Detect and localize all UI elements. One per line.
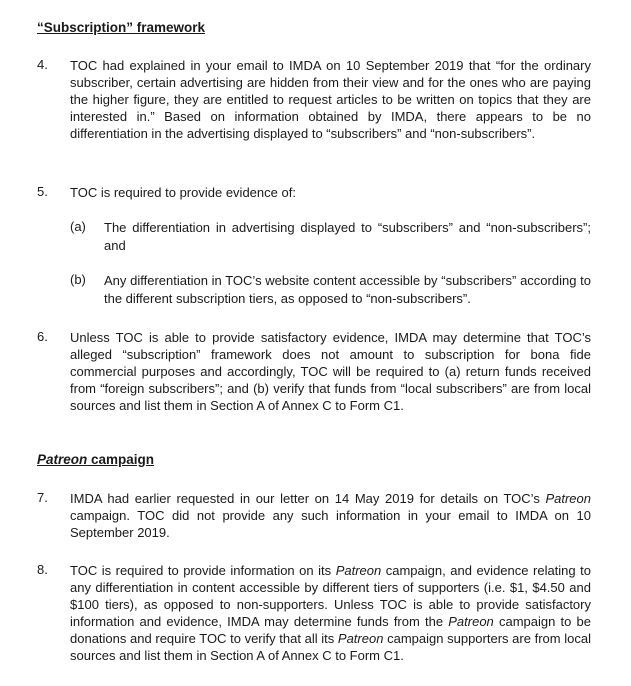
sub-item-label-a: (a) (70, 219, 86, 234)
text-run: campaign, and evidence relating to any differentiation in content accessible by different tiers of supporters (i.e. $1, $4.50 and $100 tiers), as opposed to non-supporters. Unless TOC is able to provide satisfactory information and evidence, IMDA may determine funds from the (70, 563, 592, 629)
heading-italic: Patreon (37, 452, 88, 467)
paragraph-number: 4. (37, 57, 48, 72)
heading-rest: campaign (87, 452, 155, 467)
paragraph-number: 8. (37, 562, 48, 577)
text-run: campaign. TOC did not provide any such information in your email to IMDA on 10 September 2019. (70, 508, 591, 540)
text-run: IMDA had earlier requested in our letter on 14 May 2019 for details on TOC’s (70, 491, 546, 506)
section-heading-patreon (37, 452, 154, 467)
sub-item-label-b: (b) (70, 272, 86, 287)
sub-item-b: Any differentiation in TOC’s website content accessible by “subscribers” according to the different subscription tiers, as opposed to “non-subscribers”. (104, 273, 591, 306)
italic-run: Patreon (448, 614, 494, 629)
section-heading-subscription: “Subscription” framework (37, 20, 206, 35)
italic-run: Patreon (335, 563, 382, 578)
sub-item-a: The differentiation in advertising displayed to “subscribers” and “non-subscribers”; and (104, 220, 591, 253)
paragraph-4: TOC had explained in your email to IMDA on 10 September 2019 that “for the ordinary subscriber, certain advertising are hidden from their view and for the ones who are paying the higher figure, they are entitled to request articles to be written on topics that they are interested in.” Based on information obtained by IMDA, there appears to be no differentiation in the advertising displayed to “subscribers” and “non-subscribers”. (70, 58, 591, 141)
text-run: TOC is required to provide information on its (70, 563, 336, 578)
paragraph-number: 6. (37, 329, 48, 344)
italic-run: Patreon (337, 631, 384, 646)
paragraph-8 (70, 562, 591, 664)
paragraph-number: 7. (37, 490, 48, 505)
paragraph-number: 5. (37, 184, 48, 199)
text-run: campaign to be donations and require TOC to verify that all its (70, 614, 591, 646)
paragraph-7 (70, 490, 591, 541)
paragraph-6: Unless TOC is able to provide satisfactory evidence, IMDA may determine that TOC’s alleged “subscription” framework does not amount to subscription for bona fide commercial purposes and accordingly, TOC will be required to (a) return funds received from “foreign subscribers”; and (b) verify that funds from “local subscribers” are from local sources and list them in Section A of Annex C to Form C1. (70, 330, 591, 413)
paragraph-5: TOC is required to provide evidence of: (70, 185, 296, 200)
text-run: campaign supporters are from local sources and list them in Section A of Annex C to Form C1. (70, 631, 591, 663)
italic-run: Patreon (545, 491, 591, 506)
